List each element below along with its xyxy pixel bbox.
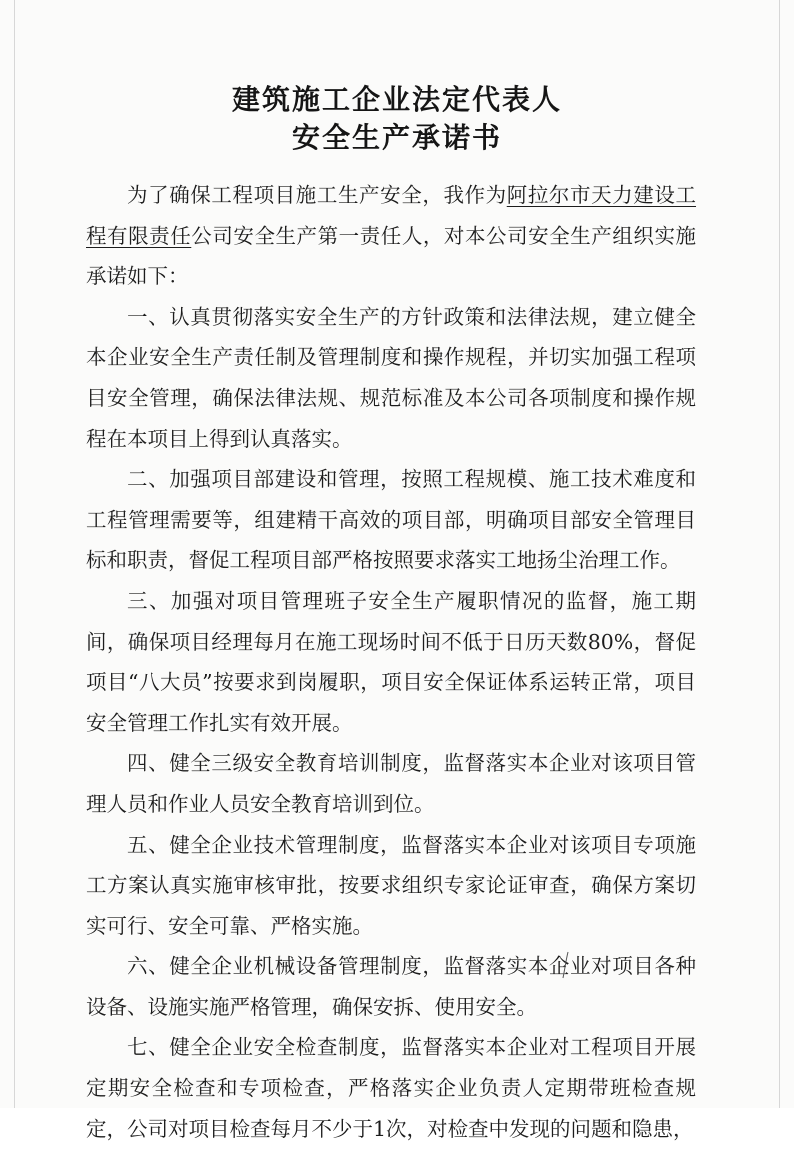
clause-6: 六、健全企业机械设备管理制度，监督落实本企业对项目各种设备、设施实施严格管理，确保安拆、使用安全。 [86,954,696,1019]
document-title-line1: 建筑施工企业法定代表人 [231,83,562,116]
document-body [86,175,696,1149]
clause-3: 三、加强对项目管理班子安全生产履职情况的监督，施工期间，确保项目经理每月在施工现场时间不低于日历天数80%，督促项目“八大员”按要求到岗履职，项目安全保证体系运转正常，项目安全管理工作扎实有效开展。 [86,588,696,735]
scan-artifact-line [779,0,780,1108]
clause-7: 七、健全企业安全检查制度，监督落实本企业对工程项目开展定期安全检查和专项检查，严格落实企业负责人定期带班检查规定，公司对项目检查每月不少于1次，对检查中发现的问题和隐患， [86,1035,696,1141]
intro-paragraph [86,175,696,297]
company-name: 阿拉尔市天力建设工程有限责任 [86,183,697,248]
intro-after: 公司安全生产第一责任人，对本公司安全生产组织实施承诺如下： [86,223,697,289]
pen-mark-icon [560,950,572,980]
intro-before: 为了确保工程项目施工生产安全，我作为 [127,183,507,207]
clause-2: 二、加强项目部建设和管理，按照工程规模、施工技术难度和工程管理需要等，组建精干高效的项目部，明确项目部安全管理目标和职责，督促工程项目部严格按照要求落实工地扬尘治理工作。 [86,467,696,573]
clause-4: 四、健全三级安全教育培训制度，监督落实本企业对该项目管理人员和作业人员安全教育培训到位。 [86,751,696,816]
scan-artifact-line [14,0,15,1108]
clause-1: 一、认真贯彻落实安全生产的方针政策和法律法规，建立健全本企业安全生产责任制及管理制度和操作规程，并切实加强工程项目安全管理，确保法律法规、规范标准及本公司各项制度和操作规程在本项目上得到认真落实。 [86,304,696,451]
clause-5: 五、健全企业技术管理制度，监督落实本企业对该项目专项施工方案认真实施审核审批，按要求组织专家论证审查，确保方案切实可行、安全可靠、严格实施。 [86,832,696,938]
document-title-line2: 安全生产承诺书 [291,121,502,154]
